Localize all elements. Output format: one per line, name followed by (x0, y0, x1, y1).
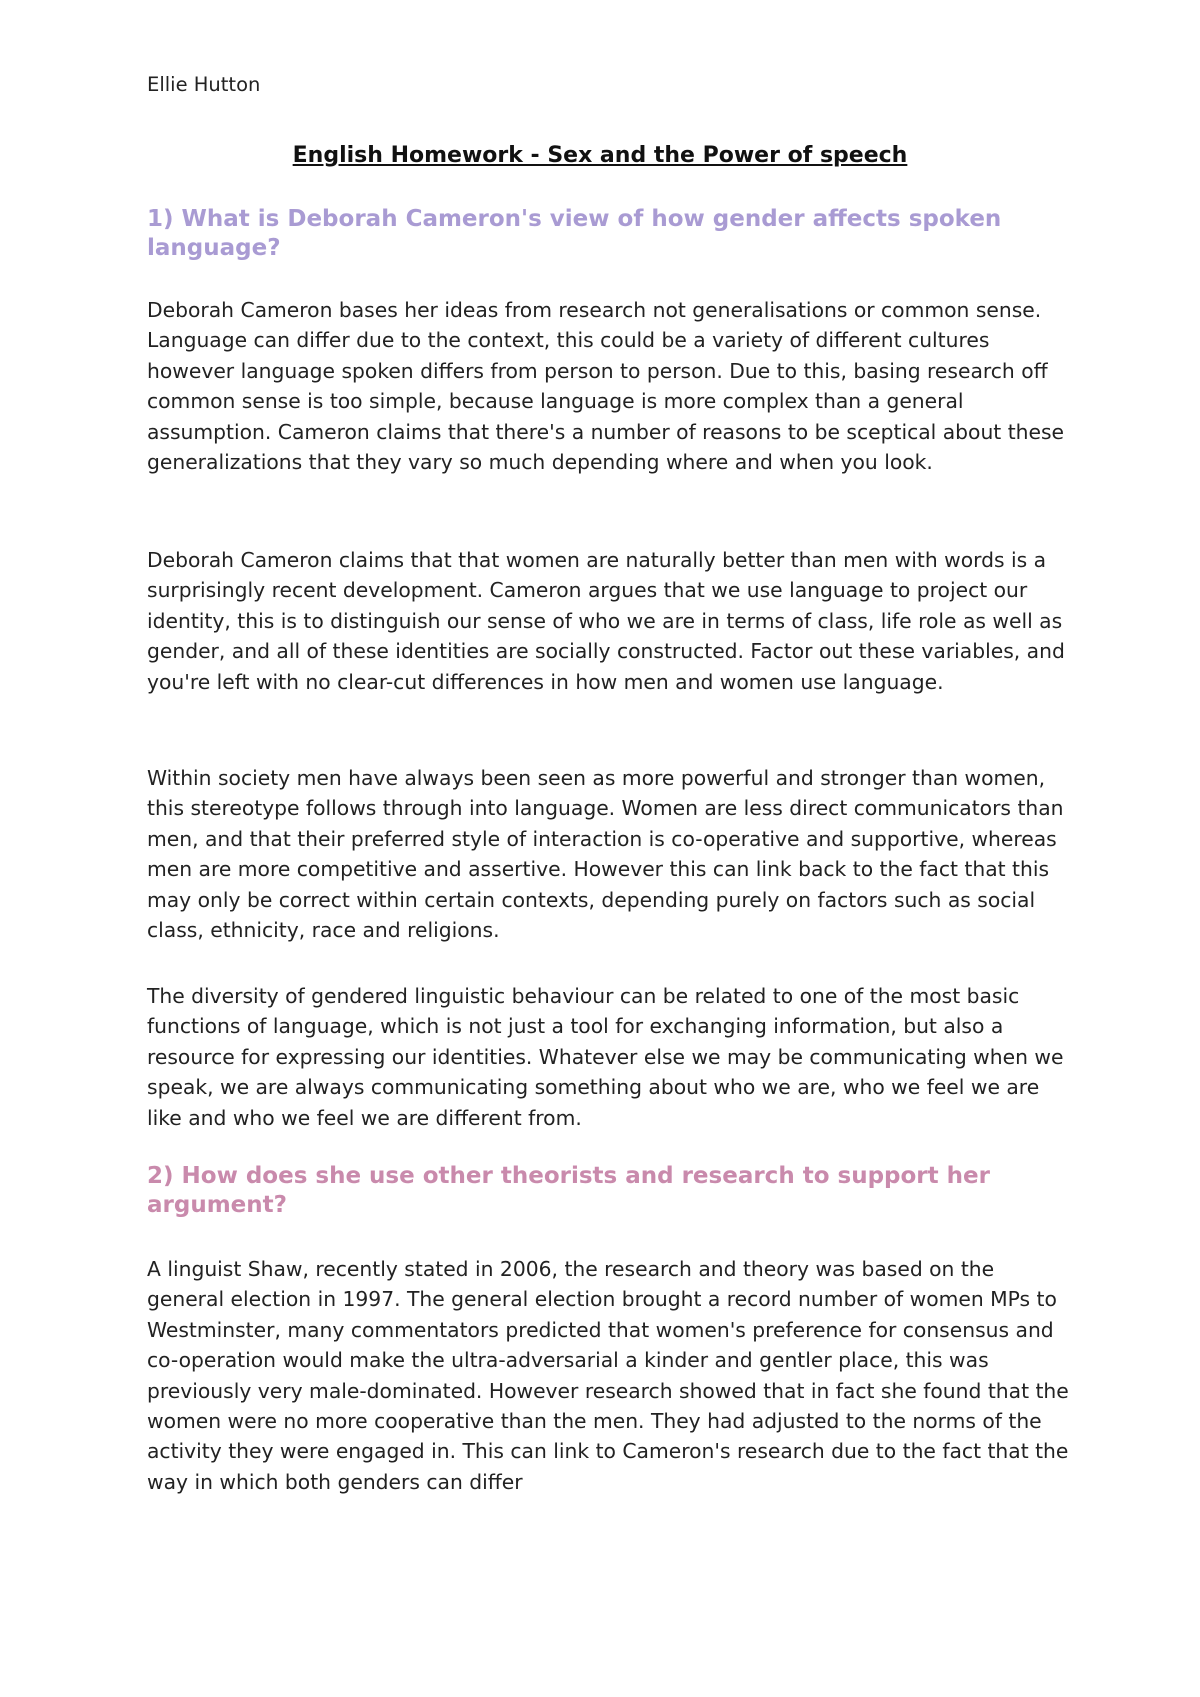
answer-1-paragraph-2: Deborah Cameron claims that that women are naturally better than men with words is a surprisingly recent development. Cameron argues that we use language to project our identity, this is to distinguish our sense of who we are in terms of class, life role as well as gender, and all of these identities are socially constructed. Factor out these variables, and you're left with no clear-cut differences in how men and women use language. (147, 548, 1065, 694)
answer-2-paragraph-1: A linguist Shaw, recently stated in 2006, the research and theory was based on the general election in 1997. The general election brought a record number of women MPs to Westminster, many commentators predicted that women's preference for consensus and co-operation would make the ultra-adversarial a kinder and gentler place, this was previously very male-dominated. However research showed that in fact she found that the women were no more cooperative than the men. They had adjusted to the norms of the activity they were engaged in. This can link to Cameron's research due to the fact that the way in which both genders can differ (147, 1257, 1069, 1494)
answer-1-paragraph-4: The diversity of gendered linguistic behaviour can be related to one of the most basic functions of language, which is not just a tool for exchanging information, but also a resource for expressing our identities. Whatever else we may be communicating when we speak, we are always communicating something about who we are, who we feel we are like and who we feel we are different from. (147, 984, 1064, 1130)
author-name: Ellie Hutton (147, 73, 261, 96)
answer-1-paragraph-1: Deborah Cameron bases her ideas from research not generalisations or common sense. Language can differ due to the context, this could be a variety of different cultures however language spoken differs from person to person. Due to this, basing research off common sense is too simple, because language is more complex than a general assumption. Cameron claims that there's a number of reasons to be sceptical about these generalizations that they vary so much depending where and when you look. (147, 298, 1065, 475)
answer-1-paragraph-3: Within society men have always been seen as more powerful and stronger than women, this stereotype follows through into language. Women are less direct communicators than men, and that their preferred style of interaction is co-operative and supportive, whereas men are more competitive and assertive. However this can link back to the fact that this may only be correct within certain contexts, depending purely on factors such as social class, ethnicity, race and religions. (147, 766, 1064, 943)
question-1-heading: 1) What is Deborah Cameron's view of how gender affects spoken language? (147, 206, 1002, 261)
page-title: English Homework - Sex and the Power of speech (292, 143, 908, 168)
question-2-heading: 2) How does she use other theorists and research to support her argument? (147, 1163, 990, 1218)
